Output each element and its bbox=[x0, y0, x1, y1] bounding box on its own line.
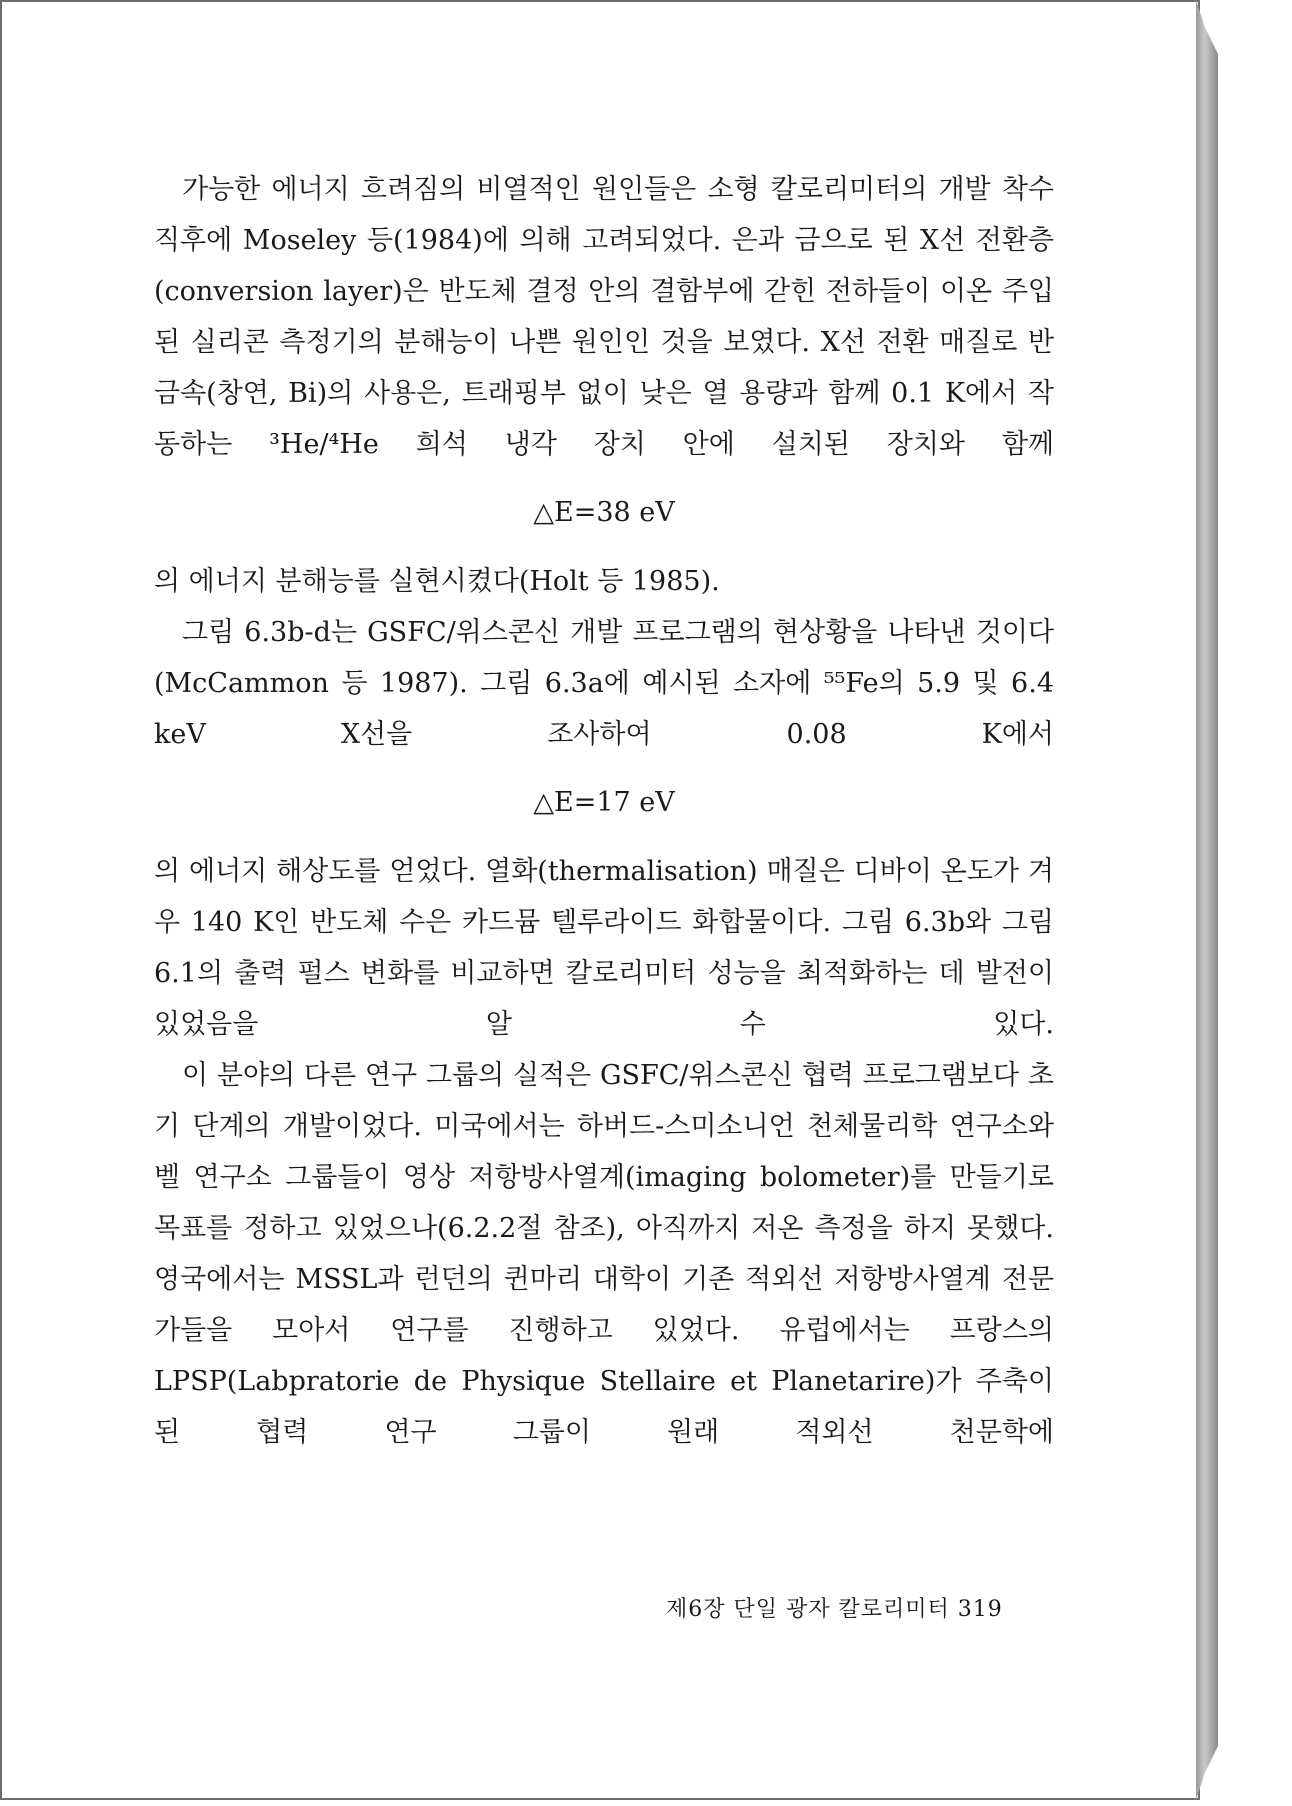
paragraph-3: 그림 6.3b-d는 GSFC/위스콘신 개발 프로그램의 현상황을 나타낸 것이다(McCammon 등 1987). 그림 6.3a에 예시된 소자에 ⁵⁵Fe의 5.9 및 6.4 keV X선을 조사하여 0.08 K에서 bbox=[154, 617, 1054, 750]
running-footer: 제6장 단일 광자 칼로리미터 319 bbox=[666, 1597, 1003, 1622]
paragraph-5: 이 분야의 다른 연구 그룹의 실적은 GSFC/위스콘신 협력 프로그램보다 초기 단계의 개발이었다. 미국에서는 하버드-스미소니언 천체물리학 연구소와 벨 연구소 그룹들이 영상 저항방사열계(imaging bolometer)를 만들기로 목표를 정하고 있었으나(6.2.2절 참조), 아직까지 저온 측정을 하지 못했다. 영국에서는 MSSL과 런던의 퀸마리 대학이 기존 적외선 저항방사열계 전문가들을 모아서 연구를 진행하고 있었다. 유럽에서는 프랑스의 LPSP(Labpratorie de Physique Stellaire et Planetarire)가 주축이 된 협력 연구 그룹이 원래 적외선 천문학에 bbox=[154, 1060, 1054, 1448]
equation-delta-e-17: △E=17 eV bbox=[533, 787, 675, 818]
paragraph-4: 의 에너지 해상도를 얻었다. 열화(thermalisation) 매질은 디바이 온도가 겨우 140 K인 반도체 수은 카드뮴 텔루라이드 화합물이다. 그림 6.3b와 그림 6.1의 출력 펄스 변화를 비교하면 칼로리미터 성능을 최적화하는 데 발전이 있었음을 알 수 있다. bbox=[154, 856, 1054, 1040]
page-body bbox=[154, 164, 1054, 1458]
equation-delta-e-38: △E=38 eV bbox=[533, 497, 675, 528]
paragraph-1: 가능한 에너지 흐려짐의 비열적인 원인들은 소형 칼로리미터의 개발 착수 직후에 Moseley 등(1984)에 의해 고려되었다. 은과 금으로 된 X선 전환층(conversion layer)은 반도체 결정 안의 결함부에 갇힌 전하들이 이온 주입된 실리콘 측정기의 분해능이 나쁜 원인인 것을 보였다. X선 전환 매질로 반금속(창연, Bi)의 사용은, 트래핑부 없이 낮은 열 용량과 함께 0.1 K에서 작동하는 ³He/⁴He 희석 냉각 장치 안에 설치된 장치와 함께 bbox=[154, 174, 1054, 460]
page-edge-shadow bbox=[1196, 0, 1218, 1800]
paragraph-2: 의 에너지 분해능를 실현시켰다(Holt 등 1985). bbox=[154, 566, 720, 597]
